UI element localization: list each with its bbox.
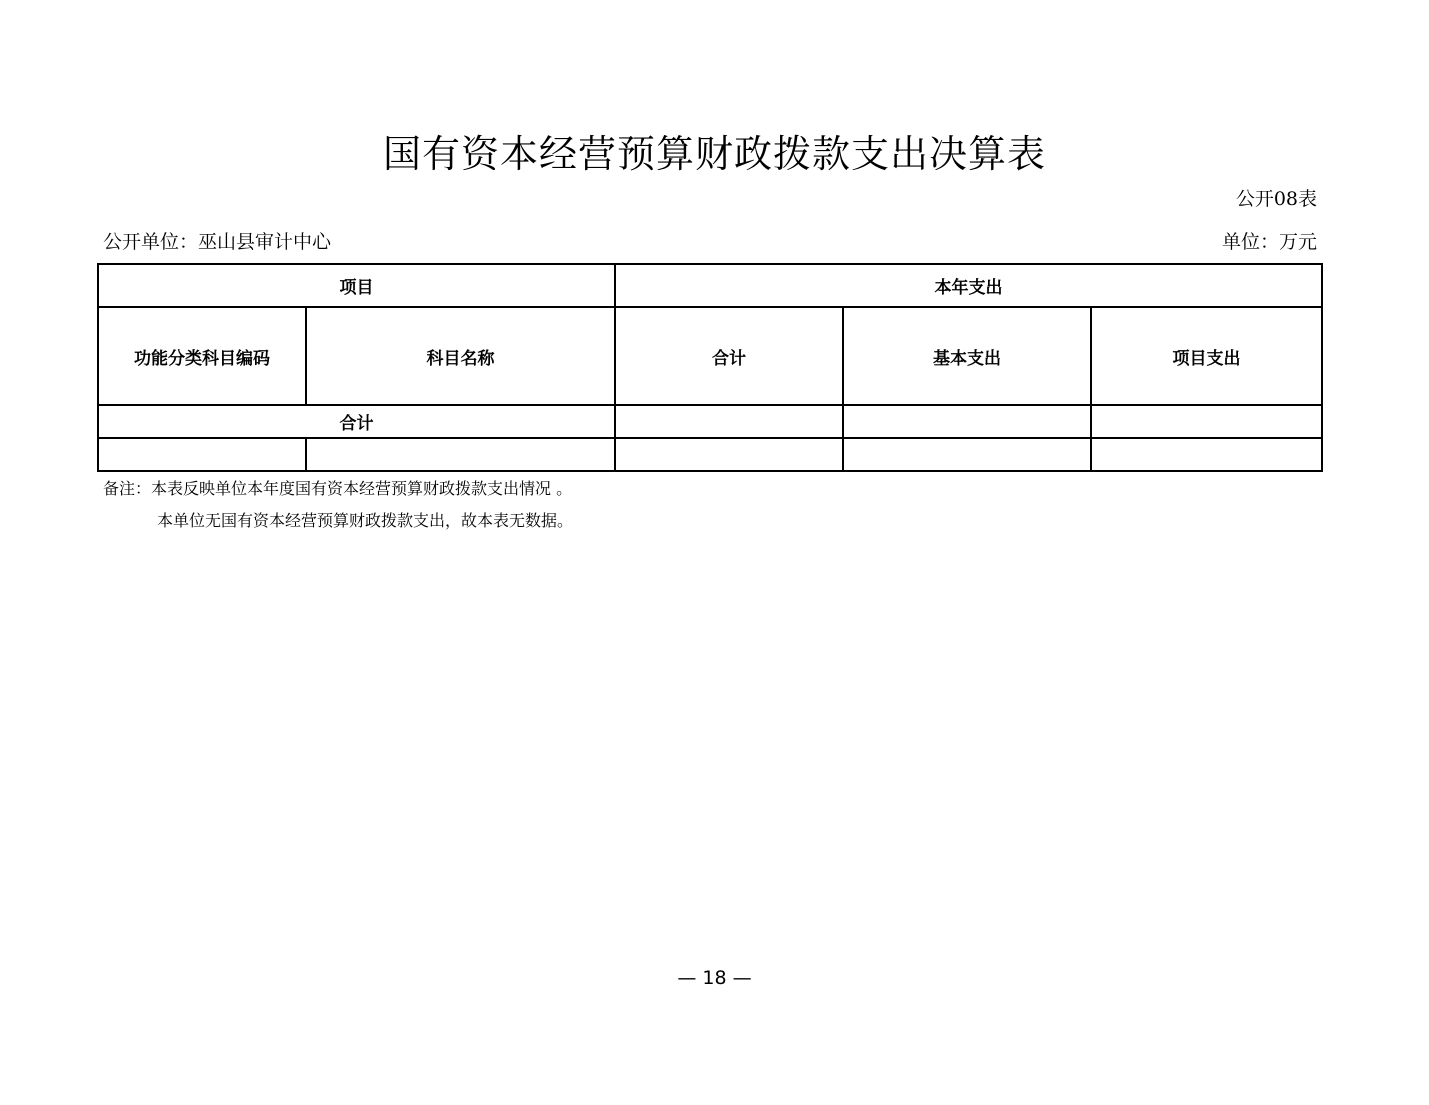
header-group-row	[98, 264, 1322, 307]
header-basic: 基本支出	[843, 307, 1091, 405]
row-code-cell	[98, 438, 306, 471]
note-line-1: 备注：本表反映单位本年度国有资本经营预算财政拨款支出情况 。	[103, 479, 573, 498]
total-row	[98, 405, 1322, 438]
row-project-expense-cell	[1091, 438, 1322, 471]
total-basic-cell	[843, 405, 1091, 438]
header-project-expense: 项目支出	[1091, 307, 1322, 405]
note-line-2: 本单位无国有资本经营预算财政拨款支出，故本表无数据。	[157, 511, 574, 530]
total-project-expense-cell	[1091, 405, 1322, 438]
header-name: 科目名称	[306, 307, 615, 405]
table-row	[98, 438, 1322, 471]
row-total-cell	[615, 438, 843, 471]
column-header-row	[98, 307, 1322, 405]
row-name-cell	[306, 438, 615, 471]
total-label: 合计	[98, 405, 615, 438]
reporting-unit: 公开单位：巫山县审计中心	[103, 231, 332, 253]
header-project: 项目	[98, 264, 615, 307]
document-title: 国有资本经营预算财政拨款支出决算表	[382, 132, 1046, 176]
form-number: 公开08表	[1235, 188, 1317, 210]
header-current-year-expense: 本年支出	[615, 264, 1322, 307]
currency-unit: 单位：万元	[1221, 231, 1317, 253]
header-code: 功能分类科目编码	[98, 307, 306, 405]
total-total-cell	[615, 405, 843, 438]
header-total: 合计	[615, 307, 843, 405]
page-number: — 18 —	[677, 967, 752, 989]
expense-table	[97, 263, 1323, 472]
row-basic-cell	[843, 438, 1091, 471]
